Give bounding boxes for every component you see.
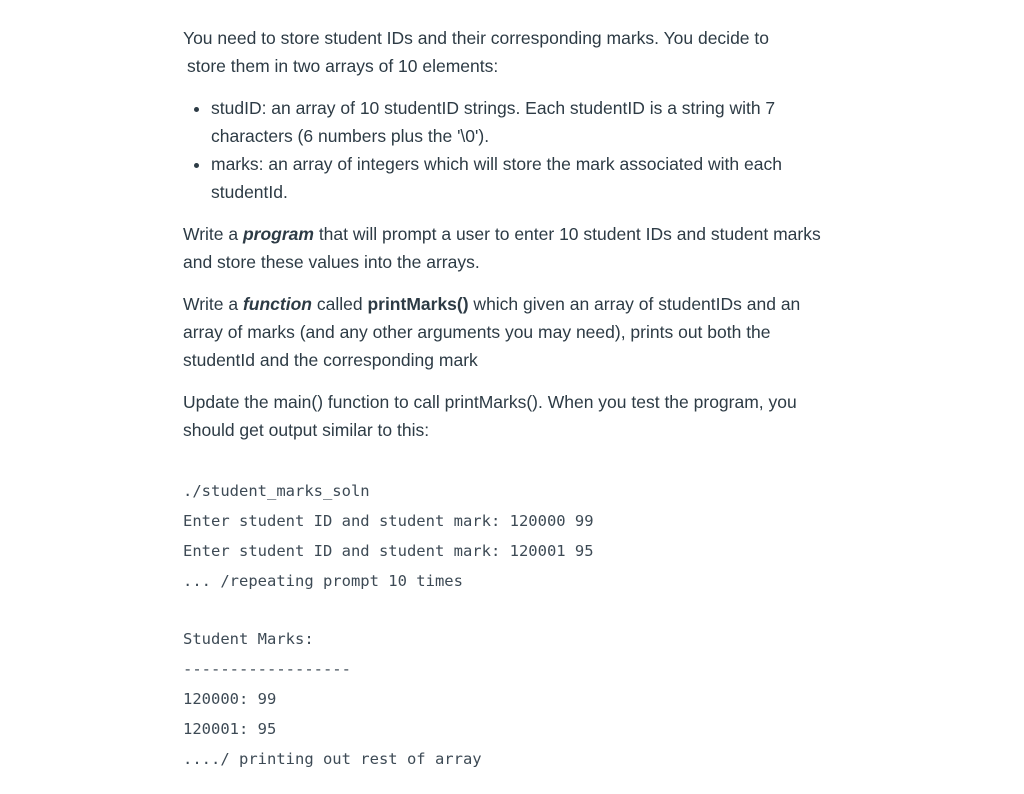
code-line: Enter student ID and student mark: 120001 95 [183, 542, 594, 560]
function-para-mid: called [311, 294, 368, 314]
requirements-list [183, 94, 828, 206]
program-emphasis: program [242, 224, 314, 244]
code-line: 120000: 99 [183, 690, 277, 708]
intro-line-1: You need to store student IDs and their corresponding marks. You decide to [183, 28, 769, 48]
program-para-pre: Write a [183, 224, 243, 244]
question-content [183, 24, 828, 774]
sample-input-block [183, 476, 828, 596]
function-emphasis: function [242, 294, 312, 314]
code-line: ./student_marks_soln [183, 482, 370, 500]
program-paragraph [183, 220, 828, 276]
function-name: printMarks() [367, 294, 469, 314]
code-line: ..../ printing out rest of array [183, 750, 482, 768]
code-line: Student Marks: [183, 630, 314, 648]
requirement-studid: • studID: an array of 10 studentID strings. Each studentID is a string with 7 characters (6 numbers plus the '\0'). [211, 94, 828, 150]
sample-output-block [183, 624, 828, 774]
code-line: ------------------ [183, 660, 351, 678]
function-paragraph [183, 290, 828, 374]
requirement-marks: • marks: an array of integers which will store the mark associated with each studentId. [211, 150, 828, 206]
update-paragraph: Update the main() function to call printMarks(). When you test the program, you should get output similar to this: [183, 392, 797, 440]
function-para-pre: Write a [183, 294, 243, 314]
code-line: ... /repeating prompt 10 times [183, 572, 463, 590]
program-para-post: that will prompt a user to enter 10 student IDs and student marks and store these values into the arrays. [183, 224, 821, 272]
code-line: 120001: 95 [183, 720, 277, 738]
intro-paragraph [183, 24, 828, 80]
code-line: Enter student ID and student mark: 120000 99 [183, 512, 594, 530]
function-para-post: which given an array of studentIDs and an array of marks (and any other arguments you may need), prints out both the studentId and the corresponding mark [183, 294, 801, 370]
intro-line-2: store them in two arrays of 10 elements: [187, 56, 499, 76]
